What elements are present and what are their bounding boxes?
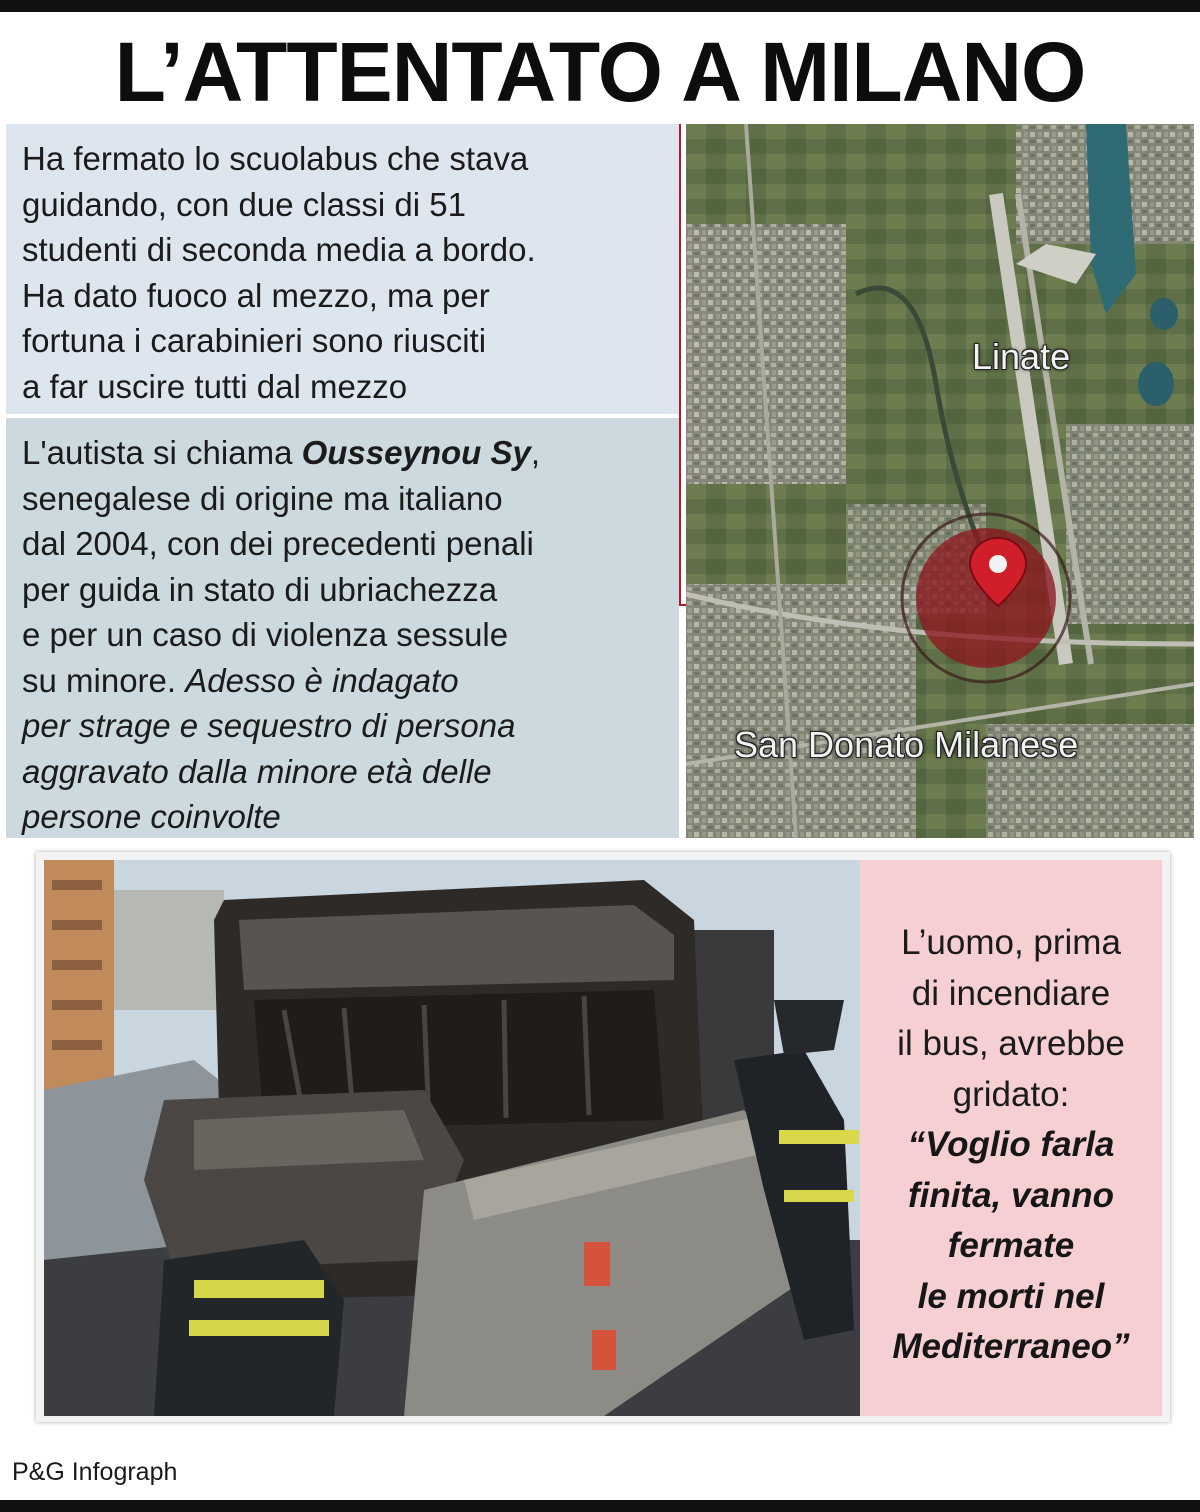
map-label-san-donato: San Donato Milanese (734, 724, 1079, 765)
satellite-map (686, 124, 1194, 838)
text-line: a far uscire tutti dal mezzo (22, 367, 408, 405)
text-line-italic: aggravato dalla minore età delle (22, 752, 492, 790)
top-rule (0, 0, 1200, 12)
text-fragment: L'autista si chiama (22, 434, 302, 471)
text-fragment: su minore. (22, 661, 186, 699)
quote-intro-line: L’uomo, prima (901, 923, 1121, 962)
photo-image (44, 860, 860, 1416)
page-title: L’ATTENTATO A MILANO (114, 25, 1086, 119)
text-line: e per un caso di violenza sessule (22, 616, 509, 653)
quote-intro-line: di incendiare (911, 973, 1111, 1013)
text-line: dal 2004, con dei precedenti penali (22, 525, 534, 562)
text-fragment-italic: Adesso è indagato (185, 661, 459, 699)
text-line: guidando, con due classi di 51 (22, 185, 466, 223)
driver-name: Ousseynou Sy (301, 434, 531, 471)
text-line: Ha dato fuoco al mezzo, ma per (22, 276, 490, 314)
credit-line: P&G Infograph (12, 1458, 178, 1486)
quote-text-line: finita, vanno (907, 1175, 1115, 1215)
text-line: studenti di seconda media a bordo. (22, 231, 536, 268)
text-line-italic: per strage e sequestro di persona (22, 707, 516, 744)
quote-text-line: Mediterraneo” (892, 1327, 1130, 1366)
text-line: per guida in stato di ubriachezza (22, 570, 498, 608)
quote-text-line: le morti nel (917, 1276, 1105, 1316)
story-panel-bus (6, 124, 679, 414)
map-label-linate: Linate (972, 336, 1071, 377)
text-line: senegalese di origine ma italiano (22, 479, 503, 517)
text-line: Ha fermato lo scuolabus che stava (22, 140, 529, 177)
text-fragment: , (530, 434, 541, 471)
text-line (22, 658, 663, 704)
quote-text-line: fermate (947, 1226, 1075, 1265)
connector-line (679, 124, 681, 606)
text-line: fortuna i carabinieri sono riusciti (22, 322, 487, 359)
burned-bus-photo (44, 860, 860, 1416)
story-panel-driver (6, 418, 679, 838)
quote-intro-line: gridato: (952, 1074, 1070, 1114)
quote-text-line: “Voglio farla (907, 1125, 1115, 1164)
quote-panel (860, 860, 1162, 1416)
text-line-italic: persone coinvolte (22, 798, 281, 835)
bottom-rule (0, 1500, 1200, 1512)
text-line (22, 430, 663, 476)
quote-intro-line: il bus, avrebbe (897, 1024, 1125, 1063)
